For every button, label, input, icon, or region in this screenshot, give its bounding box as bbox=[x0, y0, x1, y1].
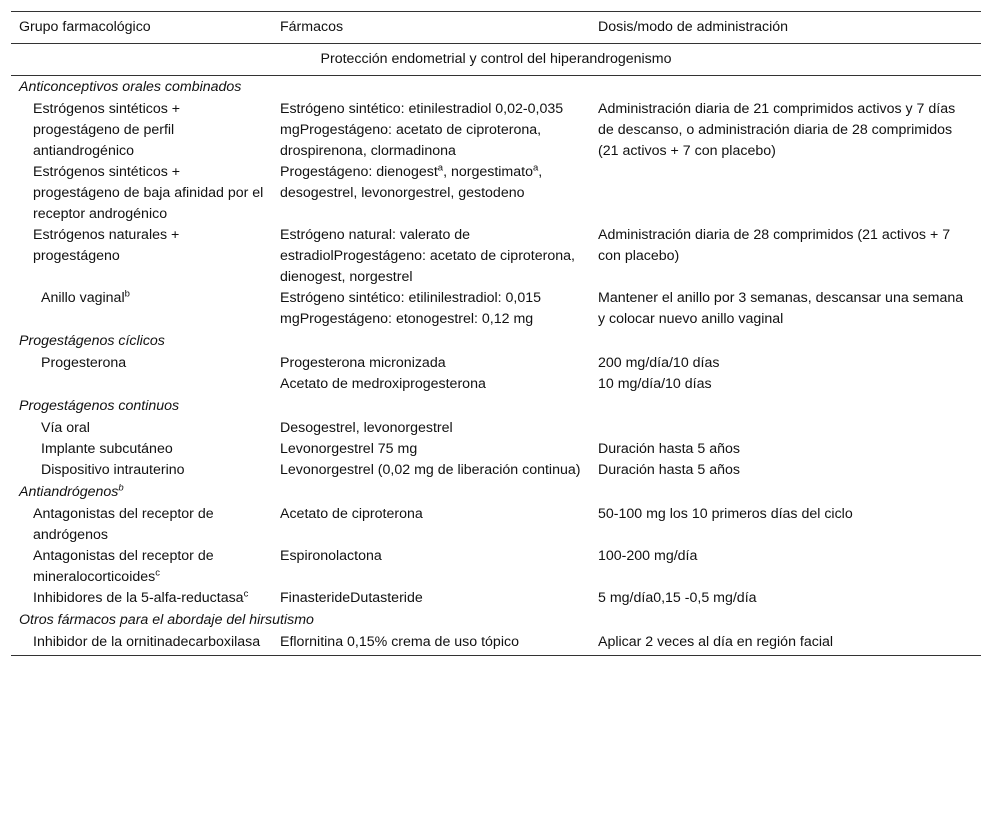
row-drug: Eflornitina 0,15% crema de uso tópico bbox=[272, 632, 590, 656]
table-row bbox=[11, 418, 981, 439]
row-dose: Duración hasta 5 años bbox=[598, 462, 740, 478]
row-name bbox=[11, 288, 272, 330]
row-name: Implante subcutáneo bbox=[41, 441, 173, 457]
row-dose: Administración diaria de 21 comprimidos activos y 7 días de descanso, o administración diaria de 28 comprimidos (21 activos + 7 con placebo) bbox=[598, 101, 956, 159]
row-name bbox=[11, 588, 272, 609]
row-name bbox=[11, 374, 272, 395]
table-row bbox=[11, 504, 981, 546]
table-row bbox=[11, 162, 981, 225]
drug-text: Progestágeno: dienogest bbox=[280, 164, 438, 180]
row-name bbox=[11, 546, 272, 588]
header-drugs: Fármacos bbox=[272, 12, 590, 44]
footnote-marker: a bbox=[532, 162, 539, 174]
row-drug: Espironolactona bbox=[280, 548, 382, 564]
row-name-text: Inhibidores de la 5-alfa-reductasa bbox=[33, 590, 244, 606]
row-dose: 10 mg/día/10 días bbox=[598, 376, 712, 392]
row-drug: Estrógeno natural: valerato de estradiolProgestágeno: acetato de ciproterona, dienogest, norgestrel bbox=[280, 227, 575, 285]
group-row bbox=[11, 609, 981, 632]
drug-text: , norgestimato bbox=[443, 164, 533, 180]
header-row bbox=[11, 12, 981, 44]
row-dose: 5 mg/día0,15 -0,5 mg/día bbox=[598, 590, 757, 606]
footnote-marker: b bbox=[118, 482, 124, 494]
header-group: Grupo farmacológico bbox=[11, 12, 272, 44]
row-drug: Levonorgestrel 75 mg bbox=[280, 441, 418, 457]
table-row bbox=[11, 353, 981, 374]
group-title-text: Antiandrógenos bbox=[19, 484, 119, 500]
row-name: Antagonistas del receptor de andrógenos bbox=[33, 506, 214, 543]
footnote-marker: c bbox=[243, 588, 249, 600]
table-row bbox=[11, 374, 981, 395]
group-row bbox=[11, 76, 981, 100]
drug-text: , desogestrel, levonorgestrel, gestodeno bbox=[280, 164, 543, 201]
row-drug: Estrógeno sintético: etinilestradiol 0,02-0,035 mgProgestágeno: acetato de ciproterona, drospirenona, clormadinona bbox=[280, 101, 564, 159]
row-drug: Estrógeno sintético: etilinilestradiol: 0,015 mgProgestágeno: etonogestrel: 0,12 mg bbox=[280, 290, 542, 327]
row-name: Estrógenos sintéticos + progestágeno de perfil antiandrogénico bbox=[33, 101, 181, 159]
row-drug: Desogestrel, levonorgestrel bbox=[280, 420, 453, 436]
row-name: Dispositivo intrauterino bbox=[41, 462, 185, 478]
table-row bbox=[11, 588, 981, 609]
row-dose: 50-100 mg los 10 primeros días del ciclo bbox=[598, 506, 853, 522]
row-dose: Aplicar 2 veces al día en región facial bbox=[590, 632, 981, 656]
row-dose: 200 mg/día/10 días bbox=[598, 355, 720, 371]
row-name: Estrógenos naturales + progestágeno bbox=[33, 227, 180, 264]
row-name-text: Anillo vaginal bbox=[41, 290, 125, 306]
row-drug: Progesterona micronizada bbox=[280, 355, 446, 371]
row-dose: 100-200 mg/día bbox=[598, 548, 698, 564]
row-drug: Acetato de medroxiprogesterona bbox=[280, 376, 486, 392]
section-row bbox=[11, 44, 981, 76]
table-row bbox=[11, 632, 981, 656]
row-dose bbox=[590, 418, 981, 439]
footnote-marker: c bbox=[155, 567, 160, 579]
row-drug: Levonorgestrel (0,02 mg de liberación continua) bbox=[280, 462, 581, 478]
row-name: Inhibidor de la ornitinadecarboxilasa bbox=[11, 632, 272, 656]
group-title: Otros fármacos para el abordaje del hirsutismo bbox=[19, 612, 314, 628]
row-dose: Mantener el anillo por 3 semanas, descansar una semana y colocar nuevo anillo vaginal bbox=[598, 290, 964, 327]
row-name-text: Antagonistas del receptor de mineralocorticoides bbox=[33, 548, 214, 585]
row-dose: Duración hasta 5 años bbox=[598, 441, 740, 457]
footnote-marker: a bbox=[437, 162, 444, 174]
row-dose bbox=[590, 162, 981, 225]
footnote-marker: b bbox=[124, 288, 130, 300]
table-row bbox=[11, 99, 981, 162]
row-name: Estrógenos sintéticos + progestágeno de baja afinidad por el receptor androgénico bbox=[33, 164, 264, 222]
table-row bbox=[11, 439, 981, 460]
pharmacology-table bbox=[11, 11, 981, 656]
group-row bbox=[11, 395, 981, 418]
table-row bbox=[11, 288, 981, 330]
row-drug bbox=[272, 162, 590, 225]
header-dose: Dosis/modo de administración bbox=[590, 12, 981, 44]
group-row bbox=[11, 481, 981, 504]
table-row bbox=[11, 225, 981, 288]
group-title: Progestágenos continuos bbox=[19, 398, 180, 414]
group-title: Progestágenos cíclicos bbox=[19, 333, 165, 349]
table-row bbox=[11, 460, 981, 481]
pharmacology-table-wrapper bbox=[11, 11, 981, 656]
row-drug: Acetato de ciproterona bbox=[280, 506, 423, 522]
group-row bbox=[11, 330, 981, 353]
row-drug: FinasterideDutasteride bbox=[280, 590, 423, 606]
row-name: Vía oral bbox=[41, 420, 90, 436]
row-dose: Administración diaria de 28 comprimidos (21 activos + 7 con placebo) bbox=[598, 227, 951, 264]
section-title: Protección endometrial y control del hiperandrogenismo bbox=[11, 44, 981, 76]
group-title: Anticonceptivos orales combinados bbox=[19, 79, 242, 95]
row-name: Progesterona bbox=[41, 355, 127, 371]
group-title bbox=[11, 481, 981, 504]
table-row bbox=[11, 546, 981, 588]
